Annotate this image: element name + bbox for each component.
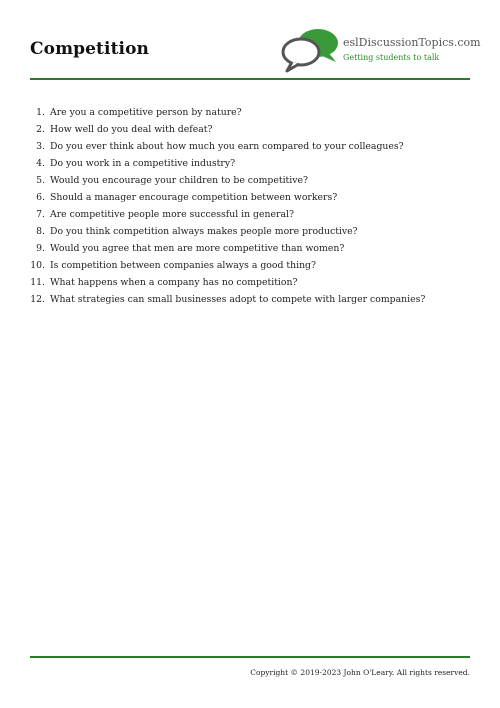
question-text: Do you ever think about how much you earn compared to your colleagues?: [50, 141, 404, 152]
question-item: [30, 155, 470, 172]
question-item: [30, 172, 470, 189]
question-text: Should a manager encourage competition between workers?: [50, 192, 338, 203]
question-item: [30, 138, 470, 155]
question-item: [30, 257, 470, 274]
question-item: [30, 189, 470, 206]
question-item: [30, 240, 470, 257]
question-text: Do you think competition always makes people more productive?: [50, 226, 358, 237]
question-number: 10.: [30, 260, 45, 271]
header-divider: [30, 78, 470, 80]
question-number: 2.: [36, 124, 45, 135]
question-item: [30, 223, 470, 240]
brand-name: eslDiscussionTopics.com: [343, 36, 481, 49]
question-text: Are you a competitive person by nature?: [50, 107, 242, 118]
copyright-notice: Copyright © 2019-2023 John O'Leary. All rights reserved.: [250, 668, 470, 677]
footer-divider: [30, 656, 470, 658]
speech-bubbles-icon: [280, 28, 342, 74]
question-number: 6.: [36, 192, 45, 203]
site-logo: [280, 28, 480, 74]
question-text: What happens when a company has no competition?: [50, 277, 298, 288]
question-list: [30, 104, 470, 308]
brand-tagline: Getting students to talk: [343, 53, 440, 62]
question-text: Is competition between companies always a good thing?: [50, 260, 316, 271]
question-text: How well do you deal with defeat?: [50, 124, 213, 135]
question-item: [30, 291, 470, 308]
question-item: [30, 121, 470, 138]
question-item: [30, 104, 470, 121]
question-number: 4.: [36, 158, 45, 169]
question-number: 12.: [30, 294, 45, 305]
question-number: 7.: [36, 209, 45, 220]
page-title: Competition: [30, 39, 149, 59]
question-number: 8.: [36, 226, 45, 237]
question-text: Are competitive people more successful in general?: [50, 209, 294, 220]
question-number: 11.: [30, 277, 45, 288]
question-item: [30, 206, 470, 223]
question-number: 1.: [36, 107, 45, 118]
question-text: Would you agree that men are more competitive than women?: [50, 243, 345, 254]
question-text: Do you work in a competitive industry?: [50, 158, 236, 169]
question-number: 3.: [36, 141, 45, 152]
question-number: 5.: [36, 175, 45, 186]
question-item: [30, 274, 470, 291]
question-number: 9.: [36, 243, 45, 254]
question-text: Would you encourage your children to be competitive?: [50, 175, 309, 186]
question-text: What strategies can small businesses adopt to compete with larger companies?: [50, 294, 426, 305]
